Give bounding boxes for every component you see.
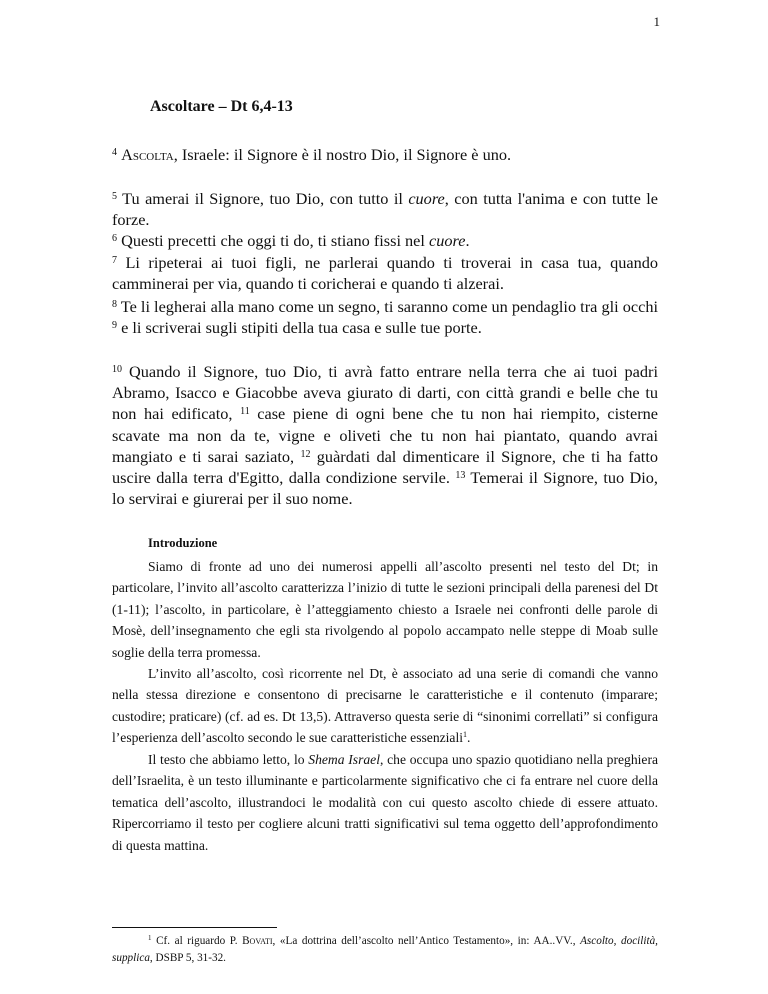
footnote-author: Bovati	[242, 935, 273, 947]
verse-number: 12	[300, 448, 311, 460]
verse-7-text: Li ripeterai ai tuoi figli, ne parlerai quando ti troverai in casa tua, quando camminerai per via, quando ti coricherai e quando ti alzerai.	[112, 252, 658, 293]
footnote-text-a: Cf. al riguardo P.	[151, 935, 243, 947]
verse-4-first-word: Ascolta	[121, 145, 174, 164]
verse-4-text: , Israele: il Signore è il nostro Dio, il Signore è uno.	[173, 145, 512, 164]
verse-number: 4	[112, 147, 117, 158]
paragraph-2-end: .	[467, 730, 471, 746]
verse-number: 7	[112, 254, 117, 266]
paragraph-2	[112, 663, 658, 749]
section-heading: Introduzione	[148, 536, 218, 550]
footnote-book-title: Ascolto, docilità, supplica	[112, 935, 658, 964]
footnote-text-b: , «La dottrina dell’ascolto nell’Antico Testamento», in: AA..VV.,	[272, 935, 581, 947]
verse-5-text-b: , con tutta l'anima e con tutte le forze.	[112, 189, 658, 230]
verse-number: 13	[455, 470, 466, 482]
verse-6-emphasis: cuore	[429, 231, 466, 251]
paragraph-1: Siamo di fronte ad uno dei numerosi appelli all’ascolto presenti nel testo del Dt; in particolare, l’invito all’ascolto caratterizza l’inizio di tutte le sezioni principali della parenesi del Dt (1-11); l’ascolto, in particolare, è l’atteggiamento chiesto a Israele nei confronti delle parole di Mosè, dell’insegnamento che egli sta rivolgendo al popolo accampato nelle steppe di Moab sulle soglie della terra promessa.	[112, 559, 658, 660]
verses-10-13	[112, 361, 658, 509]
verse-number: 6	[112, 233, 117, 245]
footnote-number: 1	[148, 934, 152, 942]
footnote-text-c: , DSBP 5, 31-32.	[149, 952, 226, 964]
paragraph-2-text: L’invito all’ascolto, così ricorrente nel Dt, è associato ad una serie di comandi che vanno nella stessa direzione e consentono di precisarne le caratteristiche e il contenuto (imparare; custodire; praticare) (cf. ad es. Dt 13,5). Attraverso questa serie di “sinonimi correllati” si configura l’esperienza dell’ascolto secondo le sue caratteristiche essenziali	[112, 666, 658, 746]
verse-number: 5	[112, 191, 117, 202]
verses-8-9	[112, 296, 658, 338]
verse-6-text-b: .	[465, 231, 470, 251]
paragraph-3-emphasis: Shema Israel	[308, 752, 380, 767]
verse-6-text-a: Questi precetti che oggi ti do, ti stiano fissi nel	[117, 231, 429, 251]
paragraph-3-text-a: Il testo che abbiamo letto, lo	[148, 752, 309, 767]
verse-8-text: Te li legherai alla mano come un segno, ti saranno come un pendaglio tra gli occhi	[117, 297, 658, 316]
footnote-divider	[112, 927, 277, 928]
page-number: 1	[653, 14, 660, 29]
verse-number: 10	[112, 364, 122, 375]
verse-12-text: guàrdati dal dimenticare il Signore, che ti ha fatto uscire dalla terra d'Egitto, dalla condizione servile.	[112, 446, 658, 488]
paragraph-3-text-b: , che occupa uno spazio quotidiano nella preghiera dell’Israelita, è un testo illuminante e particolarmente significativo che ci fa entrare nel cuore della tematica dell’ascolto, illustrandoci le modalità con cui questo ascolto chiede di essere attuato. Ripercorriamo il testo per cogliere alcuni tratti significativi sul tema oggetto dell’approfondimento di questa mattina.	[112, 752, 658, 853]
verse-11-text: case piene di ogni bene che tu non hai riempito, cisterne scavate ma non da te, vigne e oliveti che tu non hai piantato, quando avrai mangiato e ti sarai saziato,	[112, 404, 658, 466]
paragraph-3	[112, 749, 658, 856]
verse-5-text-a: Tu amerai il Signore, tuo Dio, con tutto il	[117, 189, 409, 208]
verse-13-text: Temerai il Signore, tuo Dio, lo servirai e giurerai per il suo nome.	[112, 468, 658, 509]
document-title: Ascoltare – Dt 6,4-13	[150, 98, 293, 115]
verse-number: 8	[112, 299, 117, 310]
footnote	[112, 933, 658, 967]
verse-5-emphasis: cuore	[408, 189, 445, 208]
verse-9-text: e li scriverai sugli stipiti della tua casa e sulle tue porte.	[117, 318, 482, 338]
verse-10-text: Quando il Signore, tuo Dio, ti avrà fatto entrare nella terra che ai tuoi padri Abramo, Isacco e Giacobbe aveva giurato di darti, con città grandi e belle che tu non hai edificato,	[112, 362, 658, 424]
footnote-reference[interactable]: 1	[463, 730, 468, 740]
verse-number: 9	[112, 320, 117, 332]
verse-number: 11	[240, 406, 250, 418]
verse-4	[112, 144, 658, 165]
verses-5-7	[112, 188, 658, 294]
